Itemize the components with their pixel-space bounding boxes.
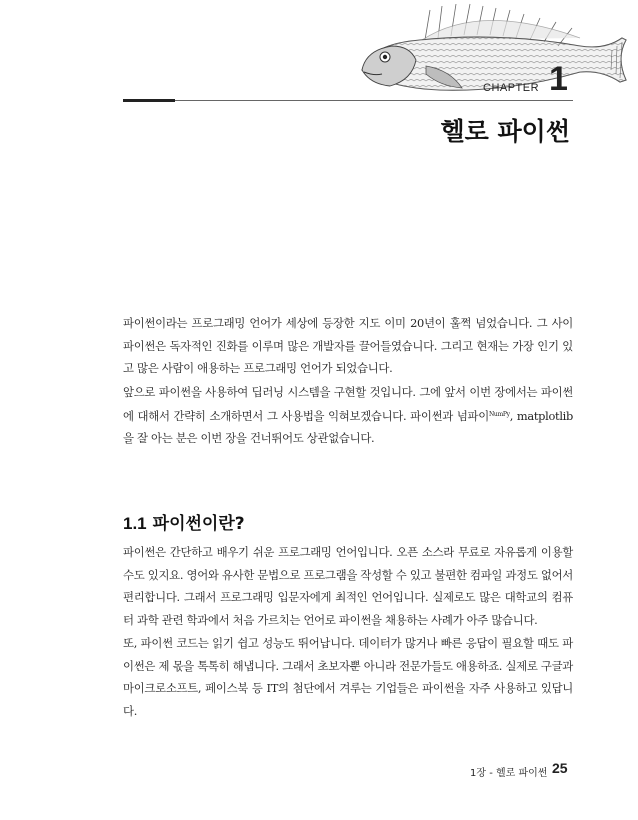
section-paragraph-2: 또, 파이썬 코드는 읽기 쉽고 성능도 뛰어납니다. 데이터가 많거나 빠른 응답이 필요할 때도 파이썬은 제 몫을 톡톡히 해냅니다. 그래서 초보자뿐 아니라 전문가들도 애용하죠. 실제로 구글과 마이크로소프트, 페이스북 등 IT의 첨단에서 겨루는 기업들은 파이썬을 자주 사용하고 있답니다. [123,636,573,718]
section-number: 1.1 [123,514,147,533]
chapter-label: CHAPTER [483,82,540,94]
fish-illustration [330,0,630,96]
footer-chapter-ref: 1장 - 헬로 파이썬 [470,768,548,779]
section-paragraph-1: 파이썬은 간단하고 배우기 쉬운 프로그래밍 언어입니다. 오픈 소스라 무료로 자유롭게 이용할 수도 있지요. 영어와 유사한 문법으로 프로그램을 작성할 수 있고 불편한 컴파일 과정도 없어서 편리합니다. 그래서 프로그래밍 입문자에게 최적인 언어입니다. 실제로도 많은 대학교의 컴퓨터 과학 관련 학과에서 처음 가르치는 언어로 파이썬을 채용하는 사례가 아주 많습니다. [123,545,573,627]
header-rule-thin [175,100,573,101]
intro-paragraph-2-part-a: 앞으로 파이썬을 사용하여 딥러닝 시스템을 구현할 것입니다. 그에 앞서 이번 장에서는 파이썬에 대해서 간략히 소개하면서 그 사용법을 익혀보겠습니다. 파이썬과 넘파이 [123,385,573,423]
footer-page-number: 25 [552,760,568,776]
section-title: 파이썬이란? [152,514,245,534]
intro-paragraph-2 [123,381,573,450]
numpy-superscript: NumPy [488,410,510,418]
chapter-number: 1 [549,60,568,98]
intro-paragraph-1: 파이썬이라는 프로그래밍 언어가 세상에 등장한 지도 이미 20년이 훌쩍 넘었습니다. 그 사이 파이썬은 독자적인 진화를 이루며 많은 개발자를 끌어들였습니다. 그리고 현재는 가장 인기 있고 많은 사람이 애용하는 프로그래밍 언어가 되었습니다. [123,316,573,375]
header-rule-thick [123,99,175,102]
chapter-title: 헬로 파이썬 [440,117,570,146]
intro-paragraph-2-part-b: , matplotlib을 잘 아는 분은 이번 장을 건너뛰어도 상관없습니다. [123,408,573,445]
section-heading [123,509,245,534]
